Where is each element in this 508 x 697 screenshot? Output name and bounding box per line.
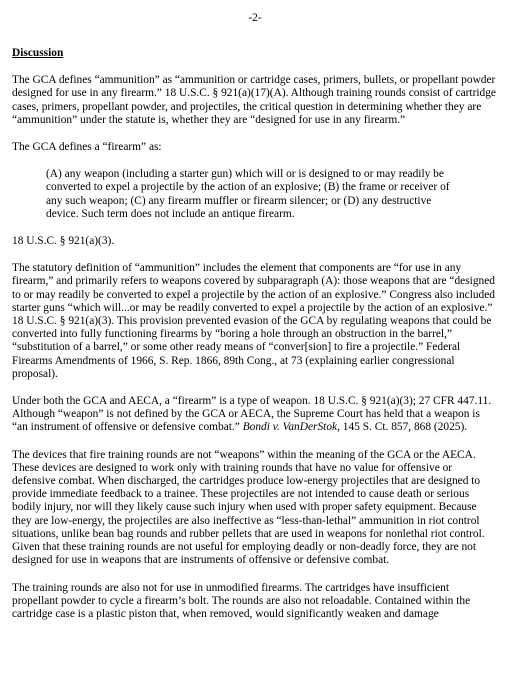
paragraph-not-weapons: The devices that fire training rounds are not “weapons” within the meaning of the GCA or the AECA. These devices are designed to work only with training rounds that have no value for offensive or defensive combat. When discharged, the cartridges produce low-energy projectiles that are designed to provide immediate feedback to a trainee. These projectiles are not intended to cause death or serious bodily injury, nor will they likely cause such injury when used with proper safety equipment. Because they are low-energy, the projectiles are also ineffective as “less-than-lethal” ammunition in riot control situations, unlike bean bag rounds and rubber pellets that are used in weapons for nonlethal riot control. Given that these training rounds are not useful for employing deadly or non-deadly force, they are not designed for use in weapons that are instruments of offensive or defensive combat. — [12, 448, 485, 567]
paragraph-weapon-definition — [12, 395, 498, 435]
document-page — [12, 0, 498, 621]
paragraph-statutory-definition: The statutory definition of “ammunition” includes the element that components are “for use in any firearm,” and primarily refers to weapons covered by subparagraph (A): those weapons that are “designed to or may readily be converted to expel a projectile by the action of an explosive.” Congress also included starter guns “which will...or may be readily converted to expel a projectile by the action of an explosive.” 18 U.S.C. § 921(a)(3). This provision prevented evasion of the GCA by regulating weapons that could be converted into fully functioning firearms by “boring a hole through an obstruction in the barrel,” “substitution of a barrel,” or some other ready means of “conver[sion] to fire a projectile.” Federal Firearms Amendments of 1966, S. Rep. 1866, 89th Cong., at 73 (explaining earlier congressional proposal). — [12, 262, 495, 380]
block-quote-firearm-definition: (A) any weapon (including a starter gun) which will or is designed to or may readily be converted to expel a projectile by the action of an explosive; (B) the frame or receiver of any such weapon; (C) any firearm muffler or firearm silencer; or (D) any destructive device. Such term does not include an antique firearm. — [46, 168, 450, 220]
text-segment: , 145 S. Ct. 857, 868 (2025). — [337, 421, 468, 434]
paragraph-unmodified-firearms: The training rounds are also not for use in unmodified firearms. The cartridges have insufficient propellant powder to cycle a firearm’s bolt. The rounds are also not reloadable. Contained within the cartridge case is a plastic piston that, when removed, would significantly weaken and damage — [12, 581, 471, 620]
case-name: Bondi v. VanDerStok — [242, 421, 338, 434]
text-segment: Under both the GCA and AECA, a “firearm” is a type of weapon. 18 U.S.C. § 921(a)(3); 27 CFR 447.11. Although “weapon” is not defined by the GCA or AECA, the Supreme Court has held that a weapon is “an instrument of offensive or defensive combat.” — [12, 395, 492, 434]
paragraph-firearm-intro: The GCA defines a “firearm” as: — [12, 141, 162, 154]
paragraph-citation: 18 U.S.C. § 921(a)(3). — [12, 235, 115, 248]
paragraph-ammunition-definition: The GCA defines “ammunition” as “ammunition or cartridge cases, primers, bullets, or propellant powder designed for use in any firearm.” 18 U.S.C. § 921(a)(17)(A). Although training rounds consist of cartridge cases, primers, propellant powder, and projectiles, the critical question in determining whether they are “ammunition” under the statute is, whether they are “designed for use in any firearm.” — [12, 74, 496, 126]
page-number: -2- — [248, 12, 262, 24]
section-heading: Discussion — [12, 47, 64, 59]
